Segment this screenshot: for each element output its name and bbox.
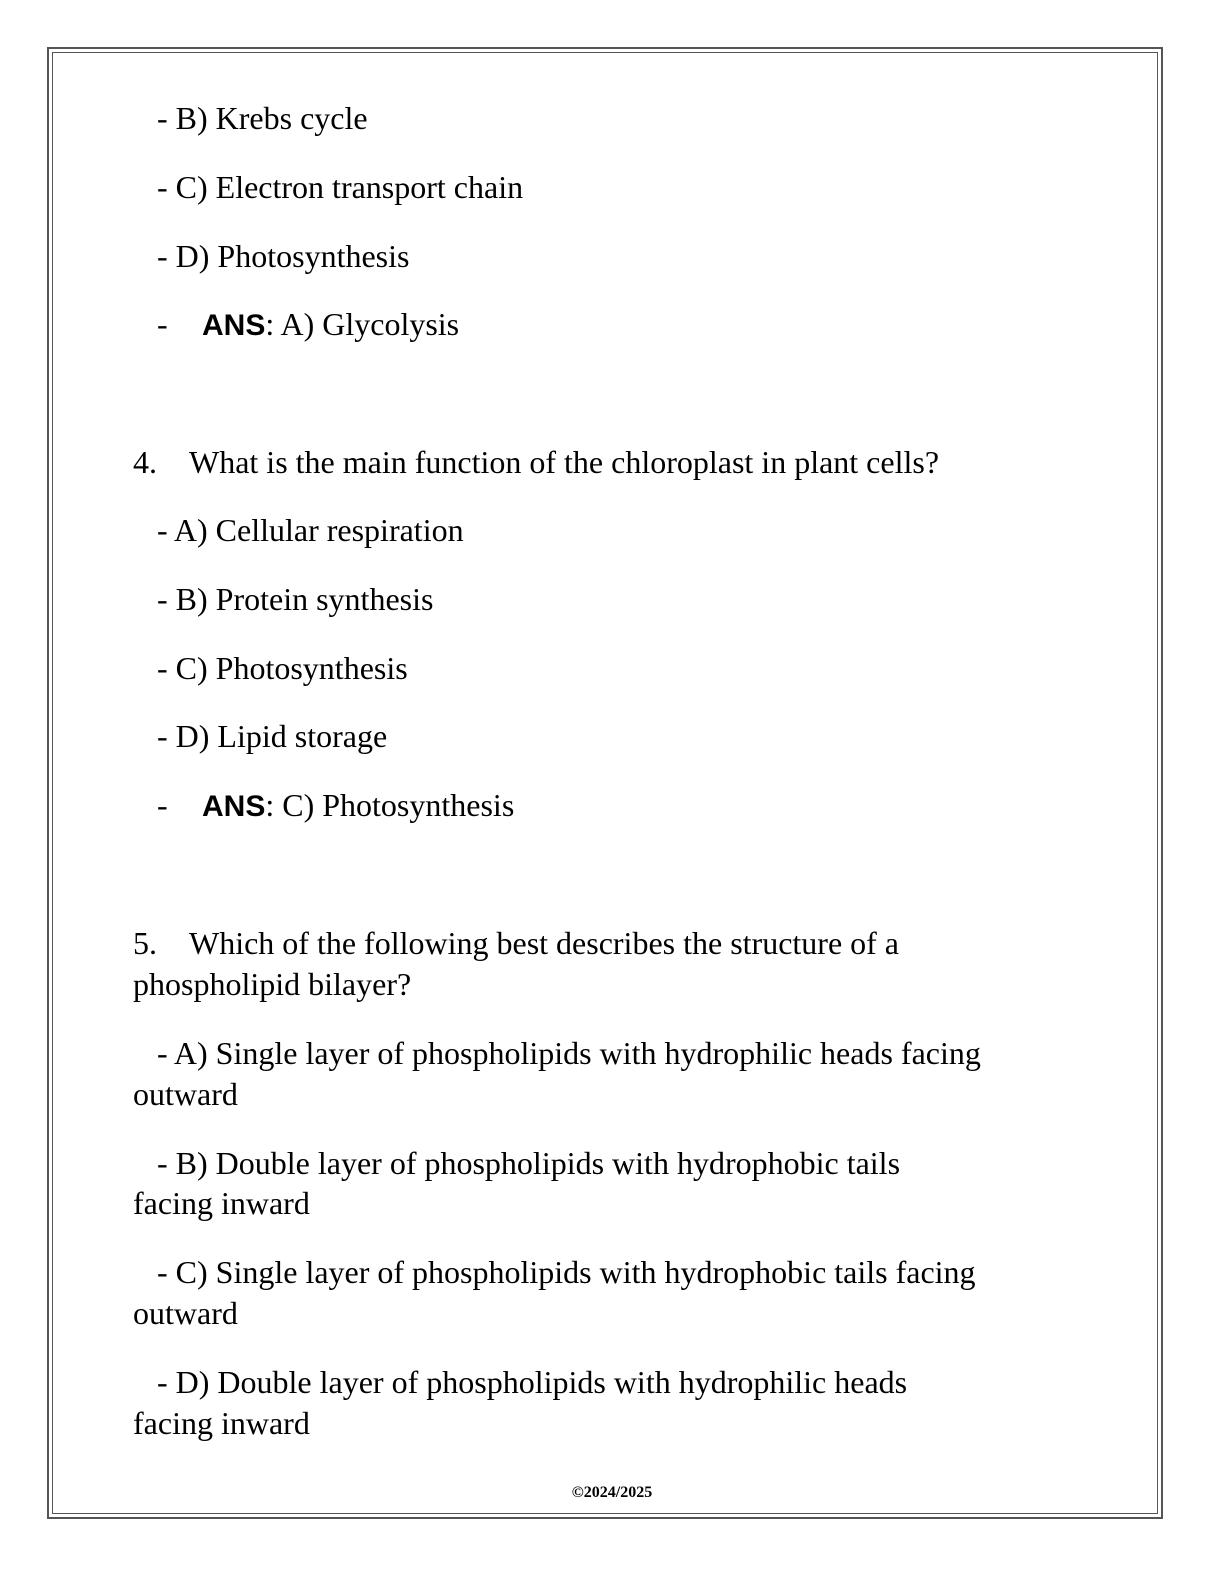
q5-option-d-line1: - D) Double layer of phospholipids with hydrophilic heads <box>133 1364 908 1400</box>
q4-answer-label: ANS <box>202 790 266 823</box>
q5-option-a-line2: outward <box>133 1076 238 1112</box>
q4-option-a: - A) Cellular respiration <box>157 512 464 548</box>
q4-option-b: - B) Protein synthesis <box>157 581 434 617</box>
q5-option-d-line2: facing inward <box>133 1405 310 1441</box>
q5-option-c-line1: - C) Single layer of phospholipids with hydrophobic tails facing <box>133 1254 976 1290</box>
q4-option-c: - C) Photosynthesis <box>157 650 408 686</box>
q3-option-b: - B) Krebs cycle <box>157 100 368 136</box>
q5-option-c-line2: outward <box>133 1295 238 1331</box>
q5-option-a-line1: - A) Single layer of phospholipids with hydrophilic heads facing <box>133 1035 981 1071</box>
q3-option-c: - C) Electron transport chain <box>157 169 524 205</box>
q5-option-b-line2: facing inward <box>133 1185 310 1221</box>
q3-option-d: - D) Photosynthesis <box>157 238 410 274</box>
q4-answer-text: : C) Photosynthesis <box>265 787 515 823</box>
q4-question: What is the main function of the chloroplast in plant cells? <box>189 444 940 480</box>
q5-number: 5. <box>133 925 157 961</box>
q5-question-line1: Which of the following best describes the structure of a <box>189 925 899 961</box>
q5-option-b-line1: - B) Double layer of phospholipids with hydrophobic tails <box>133 1145 901 1181</box>
q3-answer-text: : A) Glycolysis <box>265 306 460 342</box>
q5-question-line2: phospholipid bilayer? <box>133 966 412 1002</box>
q4-answer <box>202 785 514 827</box>
copyright-footer: ©2024/2025 <box>571 1484 653 1501</box>
q3-answer <box>202 304 459 346</box>
q4-answer-dash: - <box>157 787 168 823</box>
q3-answer-label: ANS <box>202 309 266 342</box>
q4-number: 4. <box>133 444 157 480</box>
q3-answer-dash: - <box>157 306 168 342</box>
q4-option-d: - D) Lipid storage <box>157 718 388 754</box>
